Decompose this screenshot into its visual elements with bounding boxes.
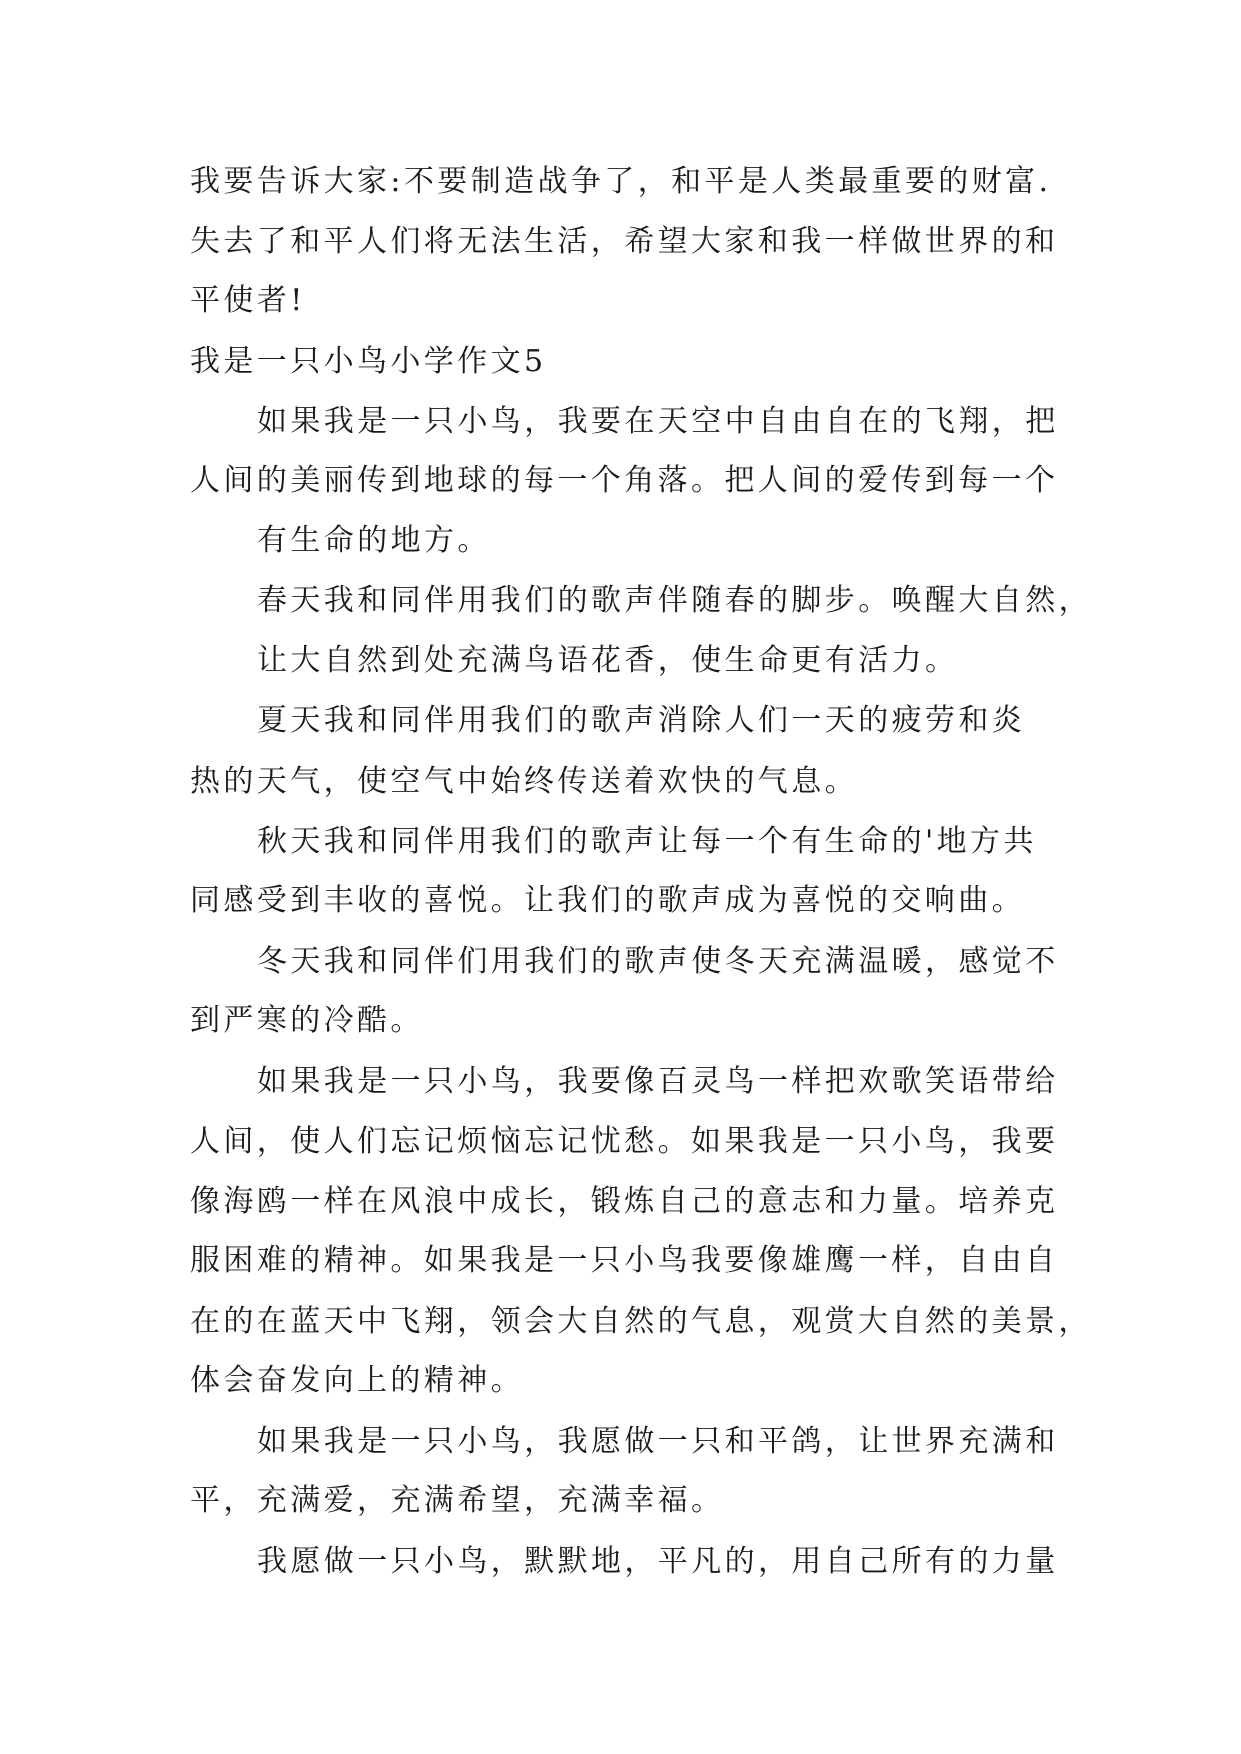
paragraph-first-line: 冬天我和同伴们用我们的歌声使冬天充满温暖，感觉不 — [257, 944, 1059, 979]
paragraph-first-line: 如果我是一只小鸟，我愿做一只和平鸽，让世界充满和 — [257, 1424, 1059, 1459]
text-line: 平使者! — [190, 283, 306, 318]
paragraph-first-line: 如果我是一只小鸟，我要像百灵鸟一样把欢歌笑语带给 — [257, 1064, 1059, 1099]
text-line: 热的天气，使空气中始终传送着欢快的气息。 — [190, 764, 858, 799]
paragraph-first-line: 我愿做一只小鸟，默默地，平凡的，用自己所有的力量 — [257, 1544, 1059, 1579]
text-line: 人间，使人们忘记烦恼忘记忧愁。如果我是一只小鸟，我要 — [190, 1124, 1059, 1159]
text-line: 像海鸥一样在风浪中成长，锻炼自己的意志和力量。培养克 — [190, 1184, 1059, 1219]
paragraph-first-line: 秋天我和同伴用我们的歌声让每一个有生命的'地方共 — [257, 824, 1037, 859]
paragraph-first-line: 夏天我和同伴用我们的歌声消除人们一天的疲劳和炎 — [257, 703, 1026, 738]
text-line: 在的在蓝天中飞翔，领会大自然的气息，观赏大自然的美景， — [190, 1304, 1092, 1339]
text-line: 失去了和平人们将无法生活，希望大家和我一样做世界的和 — [190, 224, 1059, 259]
text-line: 体会奋发向上的精神。 — [190, 1363, 524, 1398]
text-line: 同感受到丰收的喜悦。让我们的歌声成为喜悦的交响曲。 — [190, 883, 1025, 918]
text-line: 服困难的精神。如果我是一只小鸟我要像雄鹰一样，自由自 — [190, 1243, 1059, 1278]
text-line: 人间的美丽传到地球的每一个角落。把人间的爱传到每一个 — [190, 463, 1059, 498]
text-line: 让大自然到处充满鸟语花香，使生命更有活力。 — [257, 643, 959, 678]
text-line: 到严寒的冷酷。 — [190, 1003, 424, 1038]
paragraph-first-line: 如果我是一只小鸟，我要在天空中自由自在的飞翔，把 — [257, 404, 1059, 439]
section-title: 我是一只小鸟小学作文5 — [190, 344, 547, 379]
paragraph-first-line: 春天我和同伴用我们的歌声伴随春的脚步。唤醒大自然， — [257, 583, 1092, 618]
text-line: 我要告诉大家:不要制造战争了，和平是人类最重要的财富. — [190, 164, 1052, 199]
text-line: 平，充满爱，充满希望，充满幸福。 — [190, 1483, 725, 1518]
text-line: 有生命的地方。 — [257, 523, 491, 558]
